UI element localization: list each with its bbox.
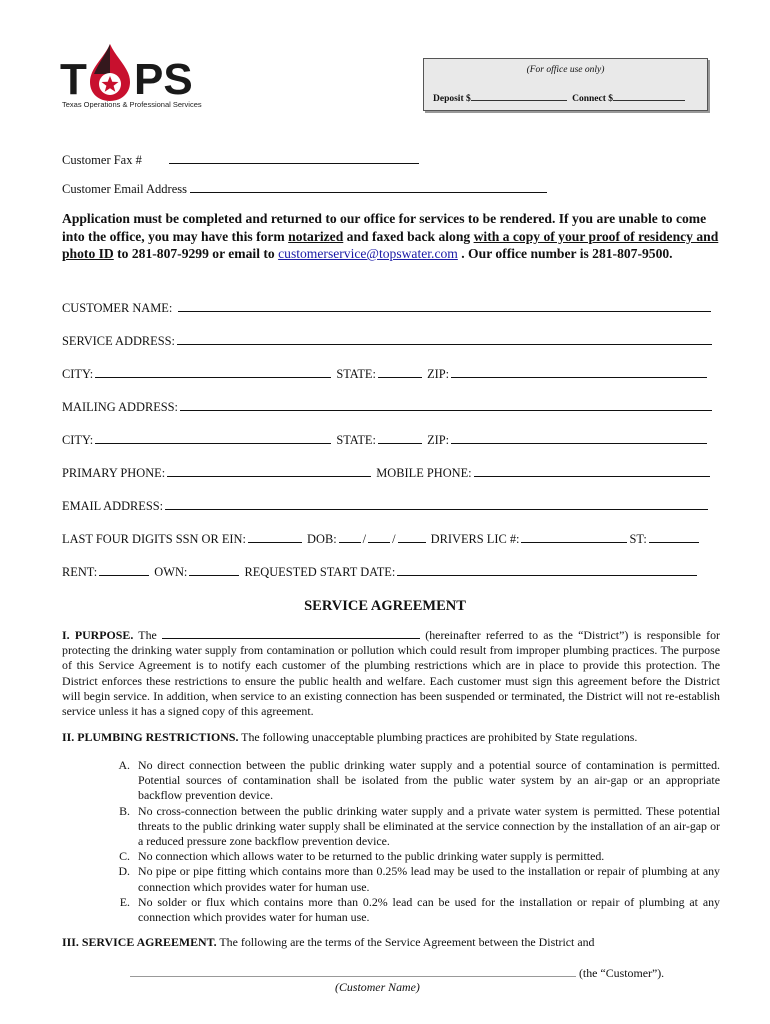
list-item	[62, 895, 720, 925]
purpose-the: The	[133, 628, 163, 642]
list-marker: E.	[119, 894, 130, 909]
rent-label: RENT:	[62, 565, 98, 579]
service-agreement-heading: SERVICE AGREEMENT	[304, 598, 466, 614]
drivers-lic-label: DRIVERS LIC #:	[430, 532, 520, 546]
service-address-row	[62, 333, 714, 349]
customer-suffix: (the “Customer”).	[576, 966, 665, 980]
zip-label: ZIP:	[427, 367, 450, 381]
zip-field[interactable]	[451, 366, 707, 378]
city-label: CITY:	[62, 433, 94, 447]
notice-text-3: to 281-807-9299 or email to	[113, 246, 279, 261]
agreement-customer-name-field[interactable]	[130, 965, 576, 977]
mailing-address-field[interactable]	[180, 399, 712, 411]
ssn-field[interactable]	[248, 531, 302, 543]
customer-email-field[interactable]	[190, 181, 547, 193]
own-field[interactable]	[189, 564, 239, 576]
customer-fax-row	[62, 152, 419, 168]
list-item	[62, 758, 720, 804]
service-agreement-subheading: III. SERVICE AGREEMENT.	[62, 935, 217, 949]
state-label: STATE:	[336, 433, 376, 447]
purpose-paragraph	[62, 628, 720, 719]
mailing-address-row	[62, 399, 714, 415]
mailing-zip-field[interactable]	[451, 432, 707, 444]
list-text: No connection which allows water to be returned to the public drinking water supply is permitted.	[138, 849, 605, 864]
water-drop-icon	[90, 44, 130, 101]
connect-field[interactable]	[613, 91, 685, 101]
svg-text:T: T	[60, 55, 87, 104]
service-agreement-body: The following are the terms of the Service Agreement between the District and	[216, 935, 595, 949]
mailing-state-field[interactable]	[378, 432, 422, 444]
customer-service-email-link[interactable]: customerservice@topswater.com	[278, 246, 458, 261]
mailing-city-row	[62, 432, 709, 448]
primary-phone-field[interactable]	[167, 465, 371, 477]
residence-row	[62, 564, 699, 580]
customer-name-row	[62, 300, 713, 316]
office-use-fields	[433, 91, 685, 104]
application-notice	[62, 210, 724, 263]
customer-email-row	[62, 181, 547, 197]
office-use-box	[423, 58, 708, 111]
email-address-field[interactable]	[165, 498, 708, 510]
primary-phone-label: PRIMARY PHONE:	[62, 466, 166, 480]
deposit-field[interactable]	[471, 91, 567, 101]
list-text: No solder or flux which contains more than 0.2% lead can be used for the installation or repair of plumbing at any connection which provides water for human use.	[138, 894, 720, 925]
lic-state-field[interactable]	[649, 531, 699, 543]
drivers-lic-field[interactable]	[521, 531, 627, 543]
dob-month-field[interactable]	[339, 531, 361, 543]
mailing-address-label: MAILING ADDRESS:	[62, 400, 178, 414]
service-city-row	[62, 366, 709, 382]
lic-state-label: ST:	[629, 532, 647, 546]
customer-fax-label: Customer Fax #	[62, 153, 142, 167]
own-label: OWN:	[154, 565, 188, 579]
service-address-label: SERVICE ADDRESS:	[62, 334, 175, 348]
restrictions-list	[62, 758, 720, 925]
mailing-city-field[interactable]	[95, 432, 331, 444]
list-text: No pipe or pipe fitting which contains more than 0.25% lead may be used to the installation or repair of plumbing at any connection which provides water for human use.	[138, 864, 720, 894]
ssn-label: LAST FOUR DIGITS SSN OR EIN:	[62, 532, 246, 546]
list-item	[62, 804, 720, 850]
restrictions-heading: II. PLUMBING RESTRICTIONS.	[62, 730, 239, 744]
zip-label: ZIP:	[427, 433, 450, 447]
dob-label: DOB:	[307, 532, 337, 546]
start-date-label: REQUESTED START DATE:	[244, 565, 396, 579]
notice-text-1: Application must be completed and returned to our office for services to be rendered. If you are unable to come into the office, you may have this form	[62, 211, 707, 244]
district-name-field[interactable]	[162, 628, 420, 639]
rent-field[interactable]	[99, 564, 149, 576]
state-label: STATE:	[336, 367, 376, 381]
dob-day-field[interactable]	[368, 531, 390, 543]
connect-label: Connect $	[572, 94, 614, 104]
list-item	[62, 864, 720, 894]
customer-name-field[interactable]	[178, 300, 711, 312]
notice-proof: with a copy of your proof of residency and photo ID	[62, 228, 719, 261]
list-text: No cross-connection between the public drinking water supply and a private water system is permitted. These potential threats to the public drinking water supply shall be eliminated at the service connection by the installation of an air-gap or a reduced pressure zone backflow prevention device.	[138, 803, 720, 849]
restrictions-body: The following unacceptable plumbing practices are prohibited by State regulations.	[238, 730, 638, 744]
purpose-heading: I. PURPOSE.	[62, 628, 134, 642]
notice-text-4: . Our office number is 281-807-9500.	[457, 246, 673, 261]
customer-fax-field[interactable]	[169, 152, 419, 164]
deposit-label: Deposit $	[433, 94, 471, 104]
service-address-field[interactable]	[177, 333, 712, 345]
list-marker: D.	[118, 864, 130, 879]
email-address-label: EMAIL ADDRESS:	[62, 499, 164, 513]
customer-name-label: CUSTOMER NAME:	[62, 301, 173, 315]
state-field[interactable]	[378, 366, 422, 378]
list-text: No direct connection between the public drinking water supply and a potential source of contamination is permitted. Potential sources of contamination shall be isolated from the public water system by an air-gap or an appropriate backflow prevention device.	[138, 758, 720, 803]
svg-text:PS: PS	[134, 55, 193, 104]
restrictions-paragraph	[62, 730, 720, 745]
email-address-row	[62, 498, 710, 514]
start-date-field[interactable]	[397, 564, 697, 576]
id-row: LAST FOUR DIGITS SSN OR EIN: DOB: / / DRIVERS LIC #: ST:	[62, 531, 701, 547]
list-marker: C.	[119, 849, 130, 864]
customer-email-label: Customer Email Address	[62, 182, 187, 196]
notice-notarized: notarized	[288, 228, 344, 244]
notice-text-2: and faxed back along	[343, 228, 474, 244]
mobile-phone-label: MOBILE PHONE:	[376, 466, 472, 480]
list-marker: A.	[118, 758, 130, 772]
list-marker: B.	[119, 803, 130, 818]
office-use-label: (For office use only)	[526, 65, 605, 75]
logo-subtitle: Texas Operations & Professional Services	[62, 100, 202, 109]
customer-name-line	[130, 965, 664, 981]
service-agreement-paragraph	[62, 935, 720, 950]
mobile-phone-field[interactable]	[474, 465, 710, 477]
customer-name-caption: (Customer Name)	[335, 980, 420, 994]
purpose-body: (hereinafter referred to as the “District”) is responsible for protecting the drinking water supply from contamination or pollution which could result from improper plumbing practices. The purpose of this Service Agreement is to notify each customer of the plumbing restrictions which are in place to provide this protection. The District enforces these restrictions to ensure the public health and welfare. Each customer must sign this agreement before the District will begin service. In addition, when service to an existing connection has been suspended or terminated, the District will not re-establish service unless it has a signed copy of this agreement.	[62, 628, 720, 719]
dob-year-field[interactable]	[398, 531, 426, 543]
city-label: CITY:	[62, 367, 94, 381]
city-field[interactable]	[95, 366, 331, 378]
phone-row	[62, 465, 712, 481]
list-item	[62, 849, 720, 864]
